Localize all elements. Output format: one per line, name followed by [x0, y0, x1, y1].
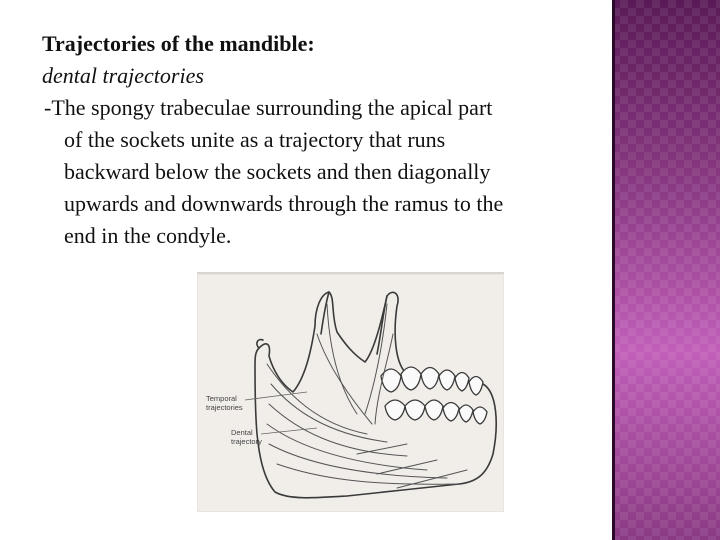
label-temporal-line-2: trajectories	[206, 403, 243, 412]
body-paragraph	[42, 92, 602, 252]
body-line-5: end in the condyle.	[64, 223, 232, 248]
slide-title: Trajectories of the mandible:	[42, 31, 315, 56]
teeth-row	[381, 367, 487, 424]
body-line-2: of the sockets unite as a trajectory that runs	[64, 127, 446, 152]
body-line-4: upwards and downwards through the ramus to the	[64, 191, 504, 216]
slide-subtitle: dental trajectories	[42, 63, 204, 88]
trajectory-lines	[267, 304, 467, 488]
slide-content	[42, 28, 602, 252]
label-dental-line-2: trajectory	[231, 437, 262, 446]
mandible-illustration	[197, 272, 504, 512]
mandible-drawing	[197, 274, 504, 512]
side-panel-edge	[612, 0, 615, 540]
label-dental-line-1: Dental	[231, 428, 253, 437]
decorative-side-panel	[612, 0, 720, 540]
label-temporal-trajectories	[206, 394, 243, 412]
body-line-1: -The spongy trabeculae surrounding the apical part	[44, 95, 493, 120]
label-temporal-line-1: Temporal	[206, 394, 237, 403]
mandible-outline	[255, 292, 496, 498]
label-dental-trajectory	[231, 428, 262, 446]
body-line-3: backward below the sockets and then diagonally	[64, 159, 491, 184]
